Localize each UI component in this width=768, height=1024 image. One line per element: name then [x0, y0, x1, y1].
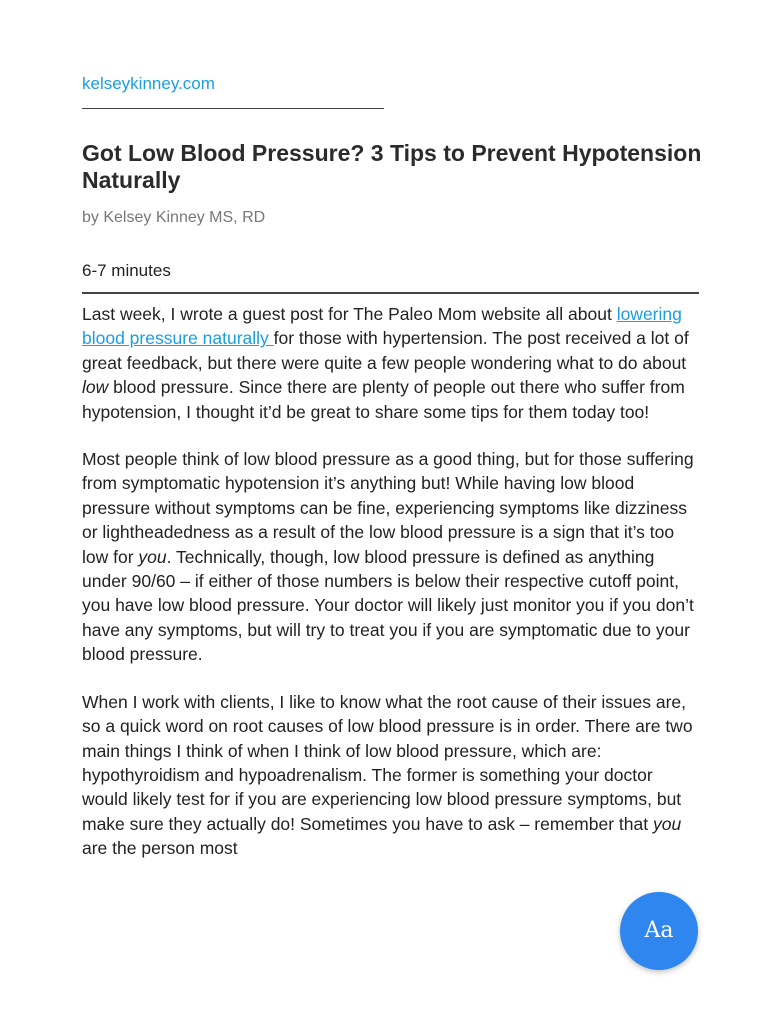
paragraph-2-text-b: . Technically, though, low blood pressure is defined as anything under 90/60 – if either of those numbers is below their respective cutoff point, you have low blood pressure. Your doctor will likely just monitor you if you don’t have any symptoms, but will try to treat you if you are symptomatic due to your blood pressure.: [82, 546, 694, 665]
lowering-blood-pressure-link[interactable]: lowering blood pressure naturally: [82, 304, 682, 349]
paragraph-3-emphasis: you: [652, 813, 682, 834]
paragraph-1-text-b: for those with hypertension. The post received a lot of great feedback, but there were quite a few people wondering what to do about: [82, 328, 689, 373]
article-byline: by Kelsey Kinney MS, RD: [82, 209, 266, 226]
paragraph-2: [82, 447, 702, 667]
paragraph-3-text-a: When I work with clients, I like to know what the root cause of their issues are, so a quick word on root causes of low blood pressure is in order. There are two main things I think of when I think of low blood pressure, which are: hypothyroidism and hypoadrenalism. The former is something your doctor would likely test for if you are experiencing low blood pressure symptoms, but make sure they actually do! Sometimes you have to ask – remember that: [82, 691, 693, 834]
paragraph-1: [82, 302, 702, 424]
paragraph-3-text-b: are the person most: [82, 838, 238, 859]
site-link[interactable]: kelseykinney.com: [82, 74, 215, 93]
paragraph-2-text-a: Most people think of low blood pressure as a good thing, but for those suffering from symptomatic hypotension it’s anything but! While having low blood pressure without symptoms can be fine, experiencing symptoms like dizziness or lightheadedness as a result of the low blood pressure is a sign that it’s too low for: [82, 449, 694, 567]
site-divider: [82, 108, 384, 109]
reading-time: 6-7 minutes: [82, 261, 171, 280]
paragraph-1-text-a: Last week, I wrote a guest post for The Paleo Mom website all about: [82, 304, 617, 324]
paragraph-3: [82, 690, 702, 861]
font-settings-button[interactable]: Aa: [620, 892, 698, 970]
paragraph-1-emphasis: low: [82, 377, 109, 398]
content-divider: [82, 292, 699, 294]
paragraph-2-emphasis: you: [138, 546, 167, 567]
article-title: Got Low Blood Pressure? 3 Tips to Prevent Hypotension Naturally: [82, 140, 702, 193]
paragraph-1-text-c: blood pressure. Since there are plenty of people out there who suffer from hypotension, I thought it’d be great to share some tips for them today too!: [82, 377, 685, 422]
article-body: [82, 302, 702, 884]
